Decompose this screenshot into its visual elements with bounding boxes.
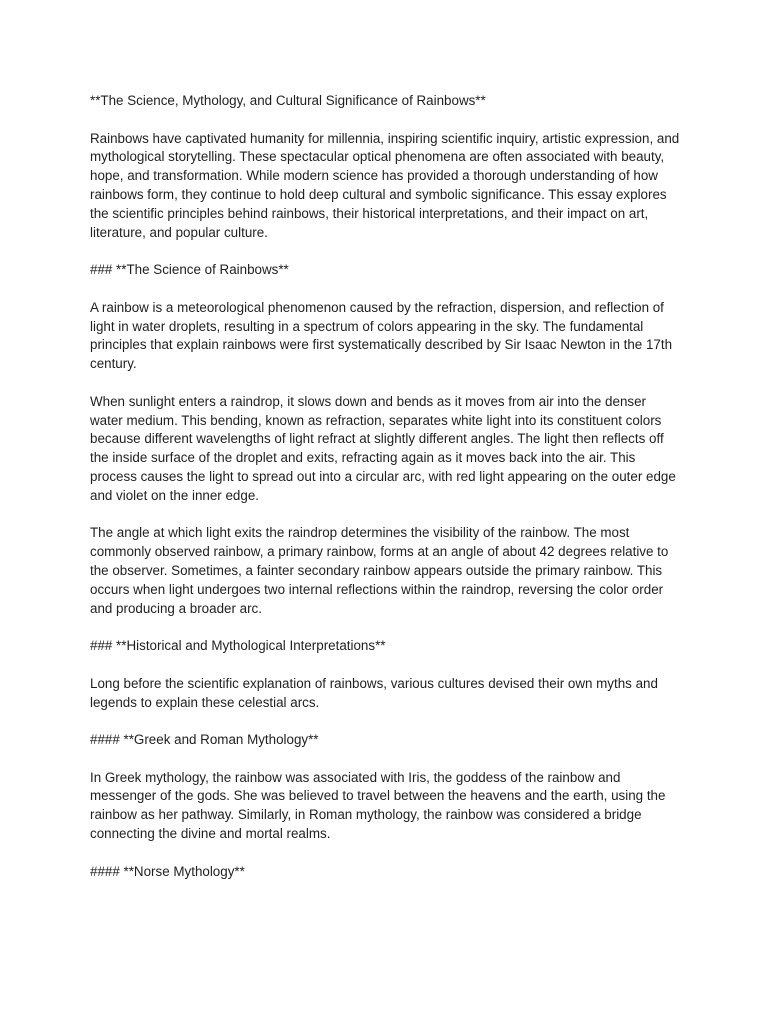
greek-roman-paragraph: In Greek mythology, the rainbow was associated with Iris, the goddess of the rainbow and messenger of the gods. She was believed to travel between the heavens and the earth, using the rainbow as her pathway. Similarly, in Roman mythology, the rainbow was considered a bridge connecting the divine and mortal realms.	[90, 769, 666, 842]
document-page	[90, 92, 682, 900]
history-paragraph-1: Long before the scientific explanation of rainbows, various cultures devised their own myths and legends to explain these celestial arcs.	[90, 675, 658, 710]
subsection-heading-greek-roman: #### **Greek and Roman Mythology**	[90, 732, 319, 748]
science-paragraph-2: When sunlight enters a raindrop, it slows down and bends as it moves from air into the denser water medium. This bending, known as refraction, separates white light into its constituent colors because different wavelengths of light refract at slightly different angles. The light then reflects off the inside surface of the droplet and exits, refracting again as it moves back into the air. This process causes the light to spread out into a circular arc, with red light appearing on the outer edge and violet on the inner edge.	[90, 393, 676, 503]
section-heading-science: ### **The Science of Rainbows**	[90, 262, 289, 278]
subsection-heading-norse: #### **Norse Mythology**	[90, 863, 245, 879]
section-heading-history: ### **Historical and Mythological Interpretations**	[90, 638, 386, 654]
intro-paragraph: Rainbows have captivated humanity for millennia, inspiring scientific inquiry, artistic expression, and mythological storytelling. These spectacular optical phenomena are often associated with beauty, hope, and transformation. While modern science has provided a thorough understanding of how rainbows form, they continue to hold deep cultural and symbolic significance. This essay explores the scientific principles behind rainbows, their historical interpretations, and their impact on art, literature, and popular culture.	[90, 130, 680, 240]
science-paragraph-1: A rainbow is a meteorological phenomenon caused by the refraction, dispersion, and reflection of light in water droplets, resulting in a spectrum of colors appearing in the sky. The fundamental principles that explain rainbows were first systematically described by Sir Isaac Newton in the 17th century.	[90, 299, 673, 372]
science-paragraph-3: The angle at which light exits the raindrop determines the visibility of the rainbow. The most commonly observed rainbow, a primary rainbow, forms at an angle of about 42 degrees relative to the observer. Sometimes, a fainter secondary rainbow appears outside the primary rainbow. This occurs when light undergoes two internal reflections within the raindrop, reversing the color order and producing a broader arc.	[90, 525, 669, 616]
document-title: **The Science, Mythology, and Cultural Significance of Rainbows**	[90, 93, 486, 108]
